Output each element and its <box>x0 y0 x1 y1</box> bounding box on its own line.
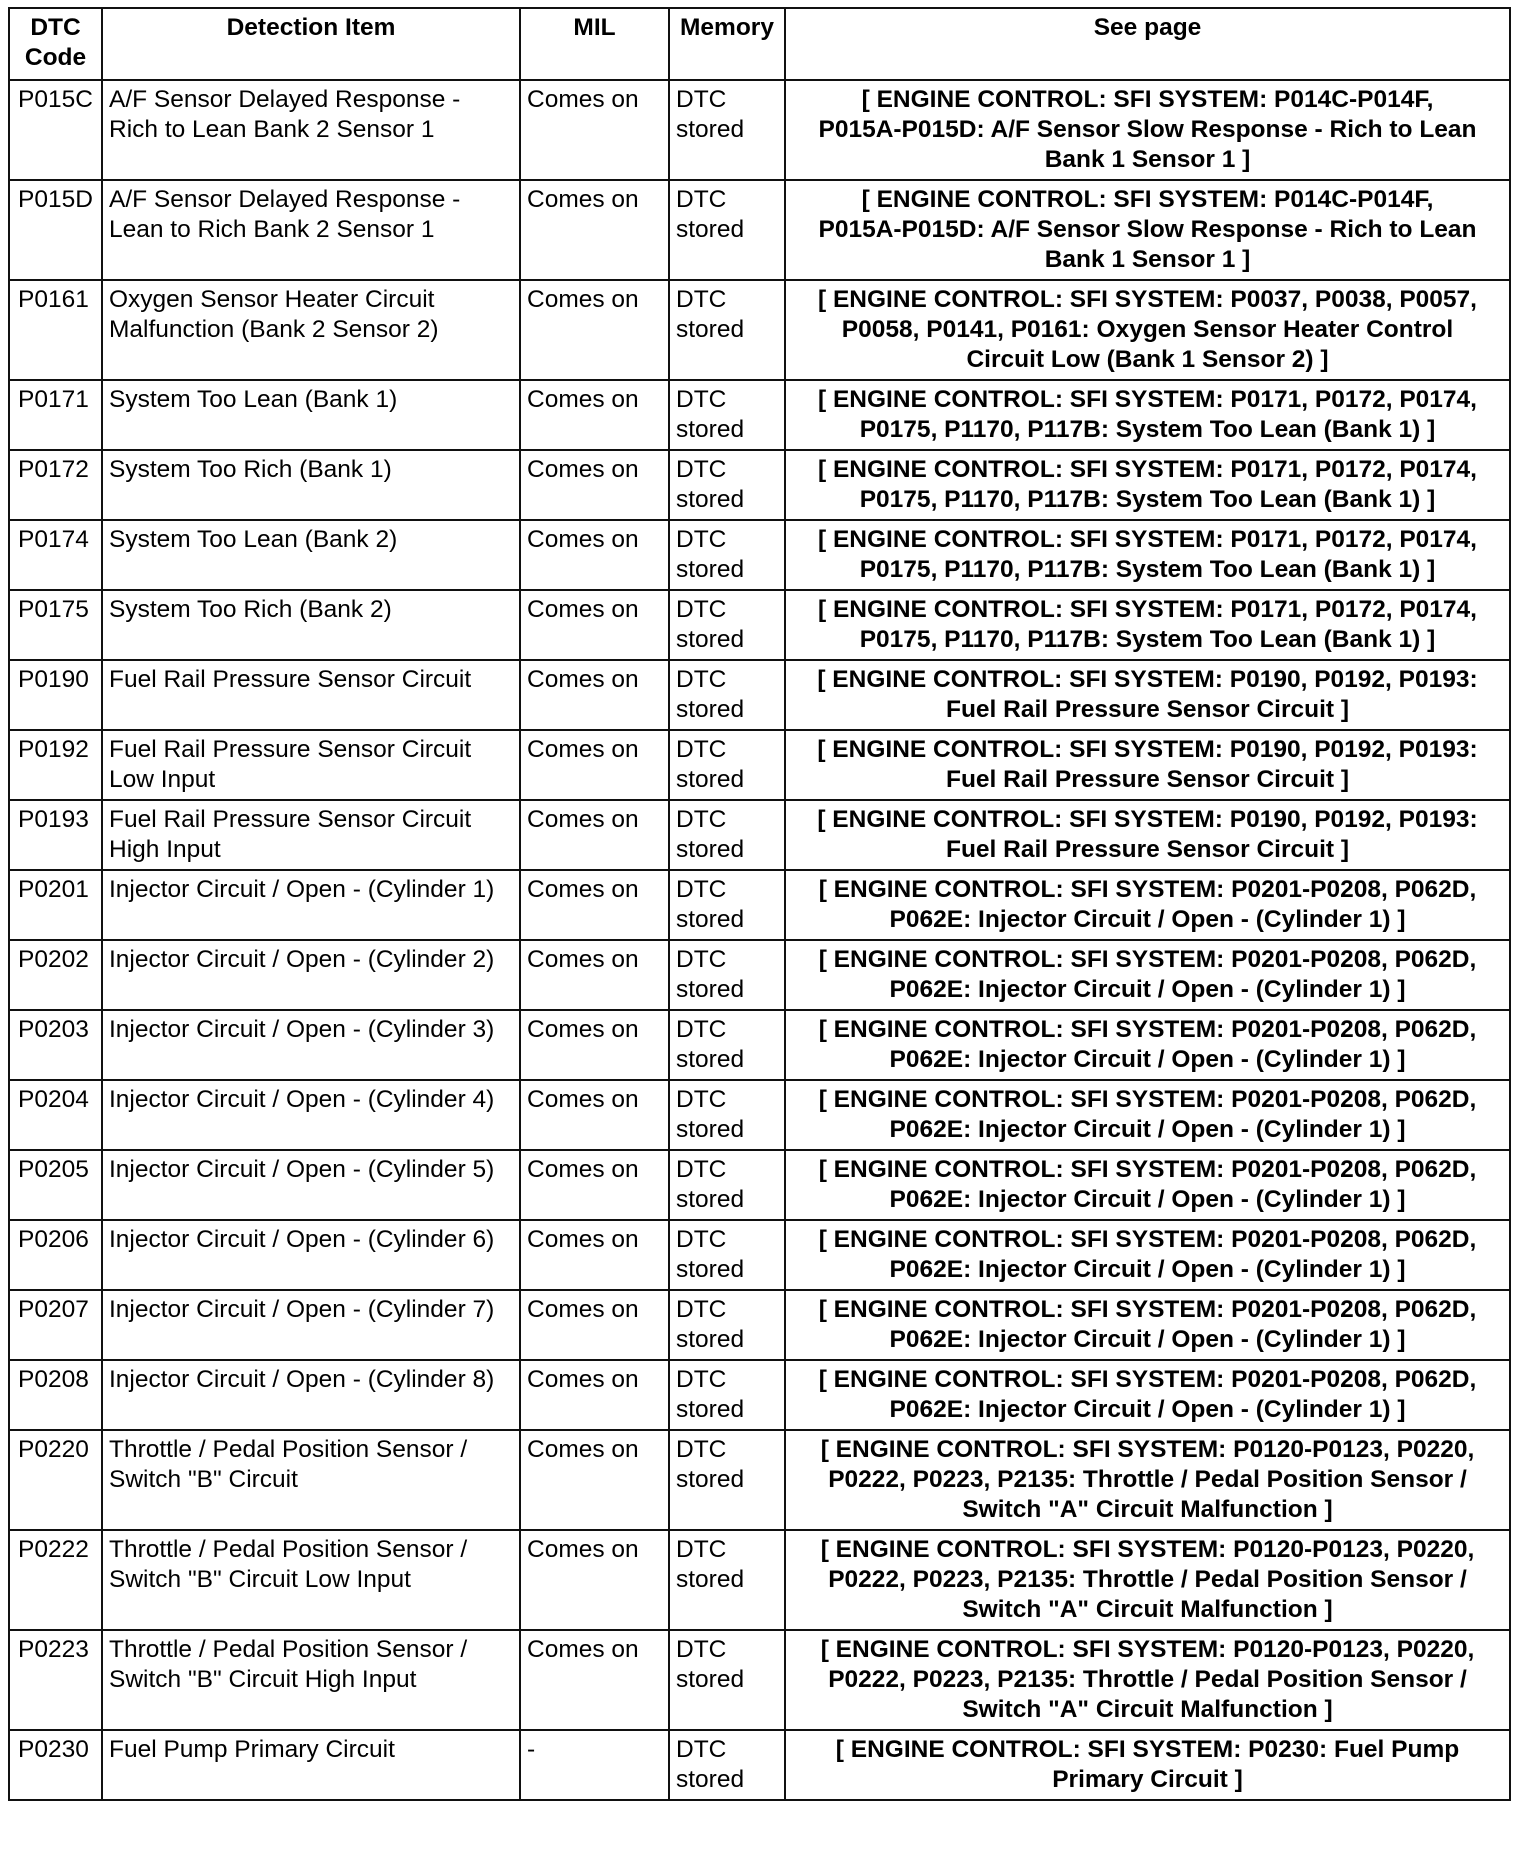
see-page-link[interactable]: [ ENGINE CONTROL: SFI SYSTEM: P0201-P0208, P062D, P062E: Injector Circuit / Open - (Cylinder 1) ] <box>785 1080 1510 1150</box>
mil-cell: Comes on <box>520 940 669 1010</box>
dtc-code-cell: P0220 <box>9 1430 102 1530</box>
mil-cell: Comes on <box>520 1430 669 1530</box>
header-memory: Memory <box>669 8 785 80</box>
dtc-code-cell: P0174 <box>9 520 102 590</box>
mil-cell: Comes on <box>520 1290 669 1360</box>
header-detection-item: Detection Item <box>102 8 520 80</box>
memory-cell: DTC stored <box>669 80 785 180</box>
dtc-code-cell: P0172 <box>9 450 102 520</box>
table-row <box>9 660 1510 730</box>
table-row <box>9 380 1510 450</box>
table-row <box>9 940 1510 1010</box>
detection-item-cell: Fuel Rail Pressure Sensor Circuit Low Input <box>102 730 520 800</box>
table-row <box>9 1290 1510 1360</box>
see-page-link[interactable]: [ ENGINE CONTROL: SFI SYSTEM: P0201-P0208, P062D, P062E: Injector Circuit / Open - (Cylinder 1) ] <box>785 1360 1510 1430</box>
dtc-code-cell: P0222 <box>9 1530 102 1630</box>
memory-cell: DTC stored <box>669 660 785 730</box>
mil-cell: Comes on <box>520 1630 669 1730</box>
dtc-code-cell: P0175 <box>9 590 102 660</box>
memory-cell: DTC stored <box>669 1730 785 1800</box>
table-row <box>9 1010 1510 1080</box>
dtc-code-cell: P0205 <box>9 1150 102 1220</box>
dtc-code-cell: P0204 <box>9 1080 102 1150</box>
detection-item-cell: Fuel Pump Primary Circuit <box>102 1730 520 1800</box>
memory-cell: DTC stored <box>669 730 785 800</box>
mil-cell: Comes on <box>520 800 669 870</box>
mil-cell: Comes on <box>520 660 669 730</box>
see-page-link[interactable]: [ ENGINE CONTROL: SFI SYSTEM: P0171, P0172, P0174, P0175, P1170, P117B: System Too Lean (Bank 1) ] <box>785 520 1510 590</box>
dtc-code-cell: P0190 <box>9 660 102 730</box>
memory-cell: DTC stored <box>669 1080 785 1150</box>
mil-cell: Comes on <box>520 1010 669 1080</box>
see-page-link[interactable]: [ ENGINE CONTROL: SFI SYSTEM: P0037, P0038, P0057, P0058, P0141, P0161: Oxygen Sensor Heater Control Circuit Low (Bank 1 Sensor 2) ] <box>785 280 1510 380</box>
mil-cell: Comes on <box>520 730 669 800</box>
detection-item-cell: System Too Lean (Bank 1) <box>102 380 520 450</box>
table-row <box>9 1530 1510 1630</box>
table-row <box>9 1430 1510 1530</box>
mil-cell: Comes on <box>520 590 669 660</box>
dtc-code-cell: P0206 <box>9 1220 102 1290</box>
mil-cell: Comes on <box>520 520 669 590</box>
see-page-link[interactable]: [ ENGINE CONTROL: SFI SYSTEM: P0201-P0208, P062D, P062E: Injector Circuit / Open - (Cylinder 1) ] <box>785 1150 1510 1220</box>
dtc-code-cell: P0207 <box>9 1290 102 1360</box>
memory-cell: DTC stored <box>669 800 785 870</box>
mil-cell: Comes on <box>520 870 669 940</box>
memory-cell: DTC stored <box>669 1150 785 1220</box>
memory-cell: DTC stored <box>669 940 785 1010</box>
see-page-link[interactable]: [ ENGINE CONTROL: SFI SYSTEM: P014C-P014F, P015A-P015D: A/F Sensor Slow Response - Rich to Lean Bank 1 Sensor 1 ] <box>785 180 1510 280</box>
detection-item-cell: Injector Circuit / Open - (Cylinder 2) <box>102 940 520 1010</box>
detection-item-cell: Fuel Rail Pressure Sensor Circuit High Input <box>102 800 520 870</box>
see-page-link[interactable]: [ ENGINE CONTROL: SFI SYSTEM: P014C-P014F, P015A-P015D: A/F Sensor Slow Response - Rich to Lean Bank 1 Sensor 1 ] <box>785 80 1510 180</box>
table-row <box>9 870 1510 940</box>
dtc-code-cell: P0202 <box>9 940 102 1010</box>
see-page-link[interactable]: [ ENGINE CONTROL: SFI SYSTEM: P0190, P0192, P0193: Fuel Rail Pressure Sensor Circuit ] <box>785 660 1510 730</box>
memory-cell: DTC stored <box>669 1430 785 1530</box>
detection-item-cell: System Too Lean (Bank 2) <box>102 520 520 590</box>
dtc-code-cell: P0223 <box>9 1630 102 1730</box>
dtc-code-cell: P0171 <box>9 380 102 450</box>
memory-cell: DTC stored <box>669 590 785 660</box>
see-page-link[interactable]: [ ENGINE CONTROL: SFI SYSTEM: P0201-P0208, P062D, P062E: Injector Circuit / Open - (Cylinder 1) ] <box>785 1220 1510 1290</box>
see-page-link[interactable]: [ ENGINE CONTROL: SFI SYSTEM: P0190, P0192, P0193: Fuel Rail Pressure Sensor Circuit ] <box>785 730 1510 800</box>
mil-cell: Comes on <box>520 280 669 380</box>
dtc-code-cell: P015D <box>9 180 102 280</box>
table-row <box>9 800 1510 870</box>
table-row <box>9 520 1510 590</box>
mil-cell: Comes on <box>520 1530 669 1630</box>
detection-item-cell: Fuel Rail Pressure Sensor Circuit <box>102 660 520 730</box>
memory-cell: DTC stored <box>669 1010 785 1080</box>
dtc-code-cell: P0230 <box>9 1730 102 1800</box>
header-row <box>9 8 1510 80</box>
memory-cell: DTC stored <box>669 380 785 450</box>
table-row <box>9 1220 1510 1290</box>
detection-item-cell: System Too Rich (Bank 1) <box>102 450 520 520</box>
mil-cell: Comes on <box>520 1220 669 1290</box>
header-see-page: See page <box>785 8 1510 80</box>
header-mil: MIL <box>520 8 669 80</box>
see-page-link[interactable]: [ ENGINE CONTROL: SFI SYSTEM: P0171, P0172, P0174, P0175, P1170, P117B: System Too Lean (Bank 1) ] <box>785 380 1510 450</box>
see-page-link[interactable]: [ ENGINE CONTROL: SFI SYSTEM: P0230: Fuel Pump Primary Circuit ] <box>785 1730 1510 1800</box>
dtc-code-cell: P0161 <box>9 280 102 380</box>
dtc-code-cell: P0201 <box>9 870 102 940</box>
memory-cell: DTC stored <box>669 1530 785 1630</box>
detection-item-cell: Injector Circuit / Open - (Cylinder 7) <box>102 1290 520 1360</box>
mil-cell: Comes on <box>520 180 669 280</box>
table-row <box>9 1630 1510 1730</box>
see-page-link[interactable]: [ ENGINE CONTROL: SFI SYSTEM: P0201-P0208, P062D, P062E: Injector Circuit / Open - (Cylinder 1) ] <box>785 870 1510 940</box>
table-row <box>9 280 1510 380</box>
table-row <box>9 730 1510 800</box>
dtc-code-cell: P0192 <box>9 730 102 800</box>
table-row <box>9 1080 1510 1150</box>
see-page-link[interactable]: [ ENGINE CONTROL: SFI SYSTEM: P0171, P0172, P0174, P0175, P1170, P117B: System Too Lean (Bank 1) ] <box>785 450 1510 520</box>
memory-cell: DTC stored <box>669 180 785 280</box>
see-page-link[interactable]: [ ENGINE CONTROL: SFI SYSTEM: P0201-P0208, P062D, P062E: Injector Circuit / Open - (Cylinder 1) ] <box>785 1290 1510 1360</box>
memory-cell: DTC stored <box>669 1360 785 1430</box>
dtc-code-cell: P0203 <box>9 1010 102 1080</box>
see-page-link[interactable]: [ ENGINE CONTROL: SFI SYSTEM: P0190, P0192, P0193: Fuel Rail Pressure Sensor Circuit ] <box>785 800 1510 870</box>
detection-item-cell: Injector Circuit / Open - (Cylinder 1) <box>102 870 520 940</box>
mil-cell: Comes on <box>520 1150 669 1220</box>
table-row <box>9 450 1510 520</box>
detection-item-cell: Injector Circuit / Open - (Cylinder 3) <box>102 1010 520 1080</box>
detection-item-cell: Throttle / Pedal Position Sensor / Switch "B" Circuit High Input <box>102 1630 520 1730</box>
table-row <box>9 1150 1510 1220</box>
memory-cell: DTC stored <box>669 280 785 380</box>
memory-cell: DTC stored <box>669 1220 785 1290</box>
table-row <box>9 590 1510 660</box>
detection-item-cell: Throttle / Pedal Position Sensor / Switch "B" Circuit <box>102 1430 520 1530</box>
detection-item-cell: A/F Sensor Delayed Response - Rich to Lean Bank 2 Sensor 1 <box>102 80 520 180</box>
table-row <box>9 180 1510 280</box>
see-page-link[interactable]: [ ENGINE CONTROL: SFI SYSTEM: P0120-P0123, P0220, P0222, P0223, P2135: Throttle / Pedal Position Sensor / Switch "A" Circuit Malfunction ] <box>785 1630 1510 1730</box>
memory-cell: DTC stored <box>669 450 785 520</box>
detection-item-cell: A/F Sensor Delayed Response - Lean to Rich Bank 2 Sensor 1 <box>102 180 520 280</box>
see-page-link[interactable]: [ ENGINE CONTROL: SFI SYSTEM: P0120-P0123, P0220, P0222, P0223, P2135: Throttle / Pedal Position Sensor / Switch "A" Circuit Malfunction ] <box>785 1430 1510 1530</box>
table-row <box>9 80 1510 180</box>
dtc-table <box>8 7 1511 1801</box>
dtc-code-cell: P0193 <box>9 800 102 870</box>
detection-item-cell: Oxygen Sensor Heater Circuit Malfunction (Bank 2 Sensor 2) <box>102 280 520 380</box>
memory-cell: DTC stored <box>669 1290 785 1360</box>
table-row <box>9 1730 1510 1800</box>
see-page-link[interactable]: [ ENGINE CONTROL: SFI SYSTEM: P0201-P0208, P062D, P062E: Injector Circuit / Open - (Cylinder 1) ] <box>785 940 1510 1010</box>
detection-item-cell: Injector Circuit / Open - (Cylinder 8) <box>102 1360 520 1430</box>
mil-cell: Comes on <box>520 380 669 450</box>
detection-item-cell: System Too Rich (Bank 2) <box>102 590 520 660</box>
detection-item-cell: Injector Circuit / Open - (Cylinder 6) <box>102 1220 520 1290</box>
mil-cell: Comes on <box>520 1360 669 1430</box>
memory-cell: DTC stored <box>669 870 785 940</box>
detection-item-cell: Injector Circuit / Open - (Cylinder 4) <box>102 1080 520 1150</box>
mil-cell: - <box>520 1730 669 1800</box>
memory-cell: DTC stored <box>669 520 785 590</box>
mil-cell: Comes on <box>520 450 669 520</box>
memory-cell: DTC stored <box>669 1630 785 1730</box>
see-page-link[interactable]: [ ENGINE CONTROL: SFI SYSTEM: P0171, P0172, P0174, P0175, P1170, P117B: System Too Lean (Bank 1) ] <box>785 590 1510 660</box>
header-dtc-code: DTC Code <box>9 8 102 80</box>
detection-item-cell: Throttle / Pedal Position Sensor / Switch "B" Circuit Low Input <box>102 1530 520 1630</box>
see-page-link[interactable]: [ ENGINE CONTROL: SFI SYSTEM: P0201-P0208, P062D, P062E: Injector Circuit / Open - (Cylinder 1) ] <box>785 1010 1510 1080</box>
detection-item-cell: Injector Circuit / Open - (Cylinder 5) <box>102 1150 520 1220</box>
table-row <box>9 1360 1510 1430</box>
mil-cell: Comes on <box>520 1080 669 1150</box>
mil-cell: Comes on <box>520 80 669 180</box>
dtc-code-cell: P015C <box>9 80 102 180</box>
see-page-link[interactable]: [ ENGINE CONTROL: SFI SYSTEM: P0120-P0123, P0220, P0222, P0223, P2135: Throttle / Pedal Position Sensor / Switch "A" Circuit Malfunction ] <box>785 1530 1510 1630</box>
dtc-code-cell: P0208 <box>9 1360 102 1430</box>
